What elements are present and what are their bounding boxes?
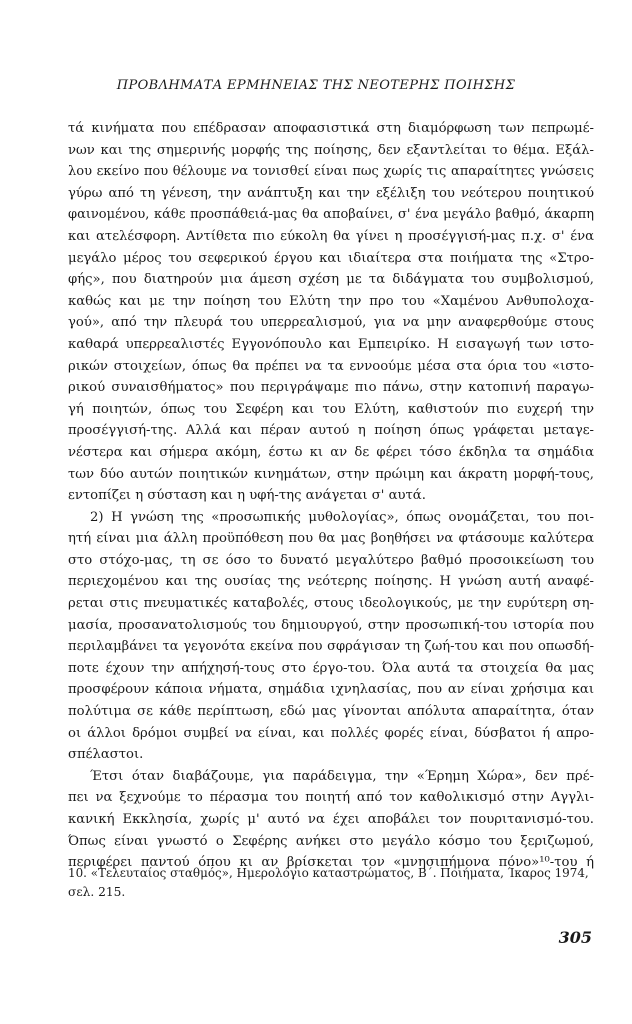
paragraph-2 — [68, 507, 594, 766]
text-line: κανική Εκκλησία, χωρίς μ' αυτό να έχει αποβάλει τον πουριτανισμό-του. — [68, 812, 594, 827]
text-line: εντοπίζει η σύσταση και η υφή-της ανάγεται σ' αυτά. — [68, 488, 426, 504]
text-line: οι άλλοι δρόμοι συμβεί να είναι, και πολλές φορές είναι, δύσβατοι ή απρο- — [68, 725, 594, 741]
text-line: γύρω από τη γένεση, την ανάπτυξη και την εξέλιξη του νεότερου ποιητικού — [68, 185, 594, 201]
text-line: τά κινήματα που επέδρασαν αποφασιστικά στη διαμόρφωση των πεπρωμέ- — [68, 121, 594, 136]
text-line: σπέλαστοι. — [68, 747, 144, 763]
text-line: νέστερα και σήμερα ακόμη, έστω κι αν δε φέρει τόσο έκδηλα τα σημάδια — [68, 444, 594, 460]
footnote-line: 10. «Τελευταίος σταθμός», Ημερολόγιο καταστρώματος, Β΄. Ποιήματα, Ίκαρος 1974, — [68, 866, 589, 880]
paragraph-3 — [68, 766, 594, 874]
text-line: ητή είναι μια άλλη προϋπόθεση που θα μας βοηθήσει να φτάσουμε καλύτερα — [68, 531, 594, 547]
text-line: ρικού συναισθήματος» που περιγράψαμε πιο πάνω, στην κατοπινή παραγω- — [68, 380, 594, 396]
text-line: φαινομένου, κάθε προσπάθειά-μας θα αποβαίνει, σ' ένα μεγάλο βαθμό, άκαρπη — [68, 207, 594, 223]
text-line: στο στόχο-μας, τη σε όσο το δυνατό μεγαλύτερο βαθμό προσοικείωση του — [68, 552, 594, 568]
text-line: περιφέρει παντού όπου κι αν βρίσκεται τον «μνησιπήμονα πόνο»¹⁰-του ή — [68, 855, 594, 871]
text-line: γή ποιητών, όπως του Σεφέρη και του Ελύτη, καθιστούν πιο ευχερή την — [68, 401, 594, 417]
text-line: Όπως είναι γνωστό ο Σεφέρης ανήκει στο μεγάλο κόσμο του ξεριζωμού, — [68, 833, 594, 849]
text-line: γού», από την πλευρά του υπερρεαλισμού, για να μην αναφερθούμε στους — [68, 315, 594, 331]
body-text — [68, 118, 594, 874]
text-line: προσέγγισή-της. Αλλά και πέραν αυτού η ποίηση όπως γράφεται μεταγε- — [68, 423, 594, 439]
text-line: περιεχομένου και της ουσίας της νεότερης ποίησης. Η γνώση αυτή αναφέ- — [68, 574, 594, 590]
text-line: 2) Η γνώση της «προσωπικής μυθολογίας», όπως ονομάζεται, του ποι- — [90, 509, 594, 525]
text-line: ποτε έχουν την απήχησή-τους στο έργο-του. Όλα αυτά τα στοιχεία θα μας — [68, 660, 594, 676]
running-head: ΠΡΟΒΛΗΜΑΤΑ ΕΡΜΗΝΕΙΑΣ ΤΗΣ ΝΕΟΤΕΡΗΣ ΠΟΙΗΣΗΣ — [116, 78, 516, 93]
text-line: προσφέρουν κάποια νήματα, σημάδια ιχνηλασίας, που αν είναι χρήσιμα και — [68, 682, 594, 698]
text-line: και ατελέσφορη. Αντίθετα πιο εύκολη θα γίνει η προσέγγισή-μας π.χ. σ' ένα — [68, 228, 594, 244]
text-line: Έτσι όταν διαβάζουμε, για παράδειγμα, την «Έρημη Χώρα», δεν πρέ- — [90, 768, 594, 784]
text-line: πολύτιμα σε κάθε περίπτωση, εδώ μας γίνονται απόλυτα απαραίτητα, όταν — [68, 704, 594, 720]
footnote-line: σελ. 215. — [68, 885, 126, 899]
text-line: πει να ξεχνούμε το πέρασμα του ποιητή από τον καθολικισμό στην Αγγλι- — [68, 790, 594, 806]
text-line: ρικών στοιχείων, όπως θα πρέπει να τα εννοούμε μέσα στα όρια του «ιστο- — [68, 358, 594, 374]
text-line: λου εκείνο που θέλουμε να τονισθεί είναι πως χωρίς τις απαραίτητες γνώσεις — [68, 164, 594, 180]
text-line: νων και της σημερινής μορφής της ποίησης, δεν εξαντλείται το θέμα. Εξάλ- — [68, 142, 594, 158]
text-line: μασία, προσανατολισμούς του δημιουργού, στην προσωπική-του ιστορία που — [68, 617, 594, 633]
page-number: 305 — [558, 928, 592, 947]
text-line: φής», που διατηρούν μια άμεση σχέση με τα διδάγματα του συμβολισμού, — [68, 272, 594, 288]
text-line: μεγάλο μέρος του σεφερικού έργου και ιδιαίτερα στα ποιήματα της «Στρο- — [68, 250, 594, 266]
text-line: των δύο αυτών ποιητικών κινημάτων, στην πρώιμη και άκρατη μορφή-τους, — [68, 466, 594, 482]
paragraph-1 — [68, 118, 594, 507]
text-line: καθαρά υπερρεαλιστές Εγγονόπουλο και Εμπειρίκο. Η εισαγωγή των ιστο- — [68, 336, 594, 352]
footnote — [68, 864, 594, 902]
text-line: ρεται στις πνευματικές καταβολές, στους ιδεολογικούς, με την ευρύτερη ση- — [68, 596, 594, 612]
text-line: περιλαμβάνει τα γεγονότα εκείνα που σφράγισαν τη ζωή-του και που οπωσδή- — [68, 639, 594, 655]
text-line: καθώς και με την ποίηση του Ελύτη την προ του «Χαμένου Ανθυπολοχα- — [68, 293, 594, 309]
